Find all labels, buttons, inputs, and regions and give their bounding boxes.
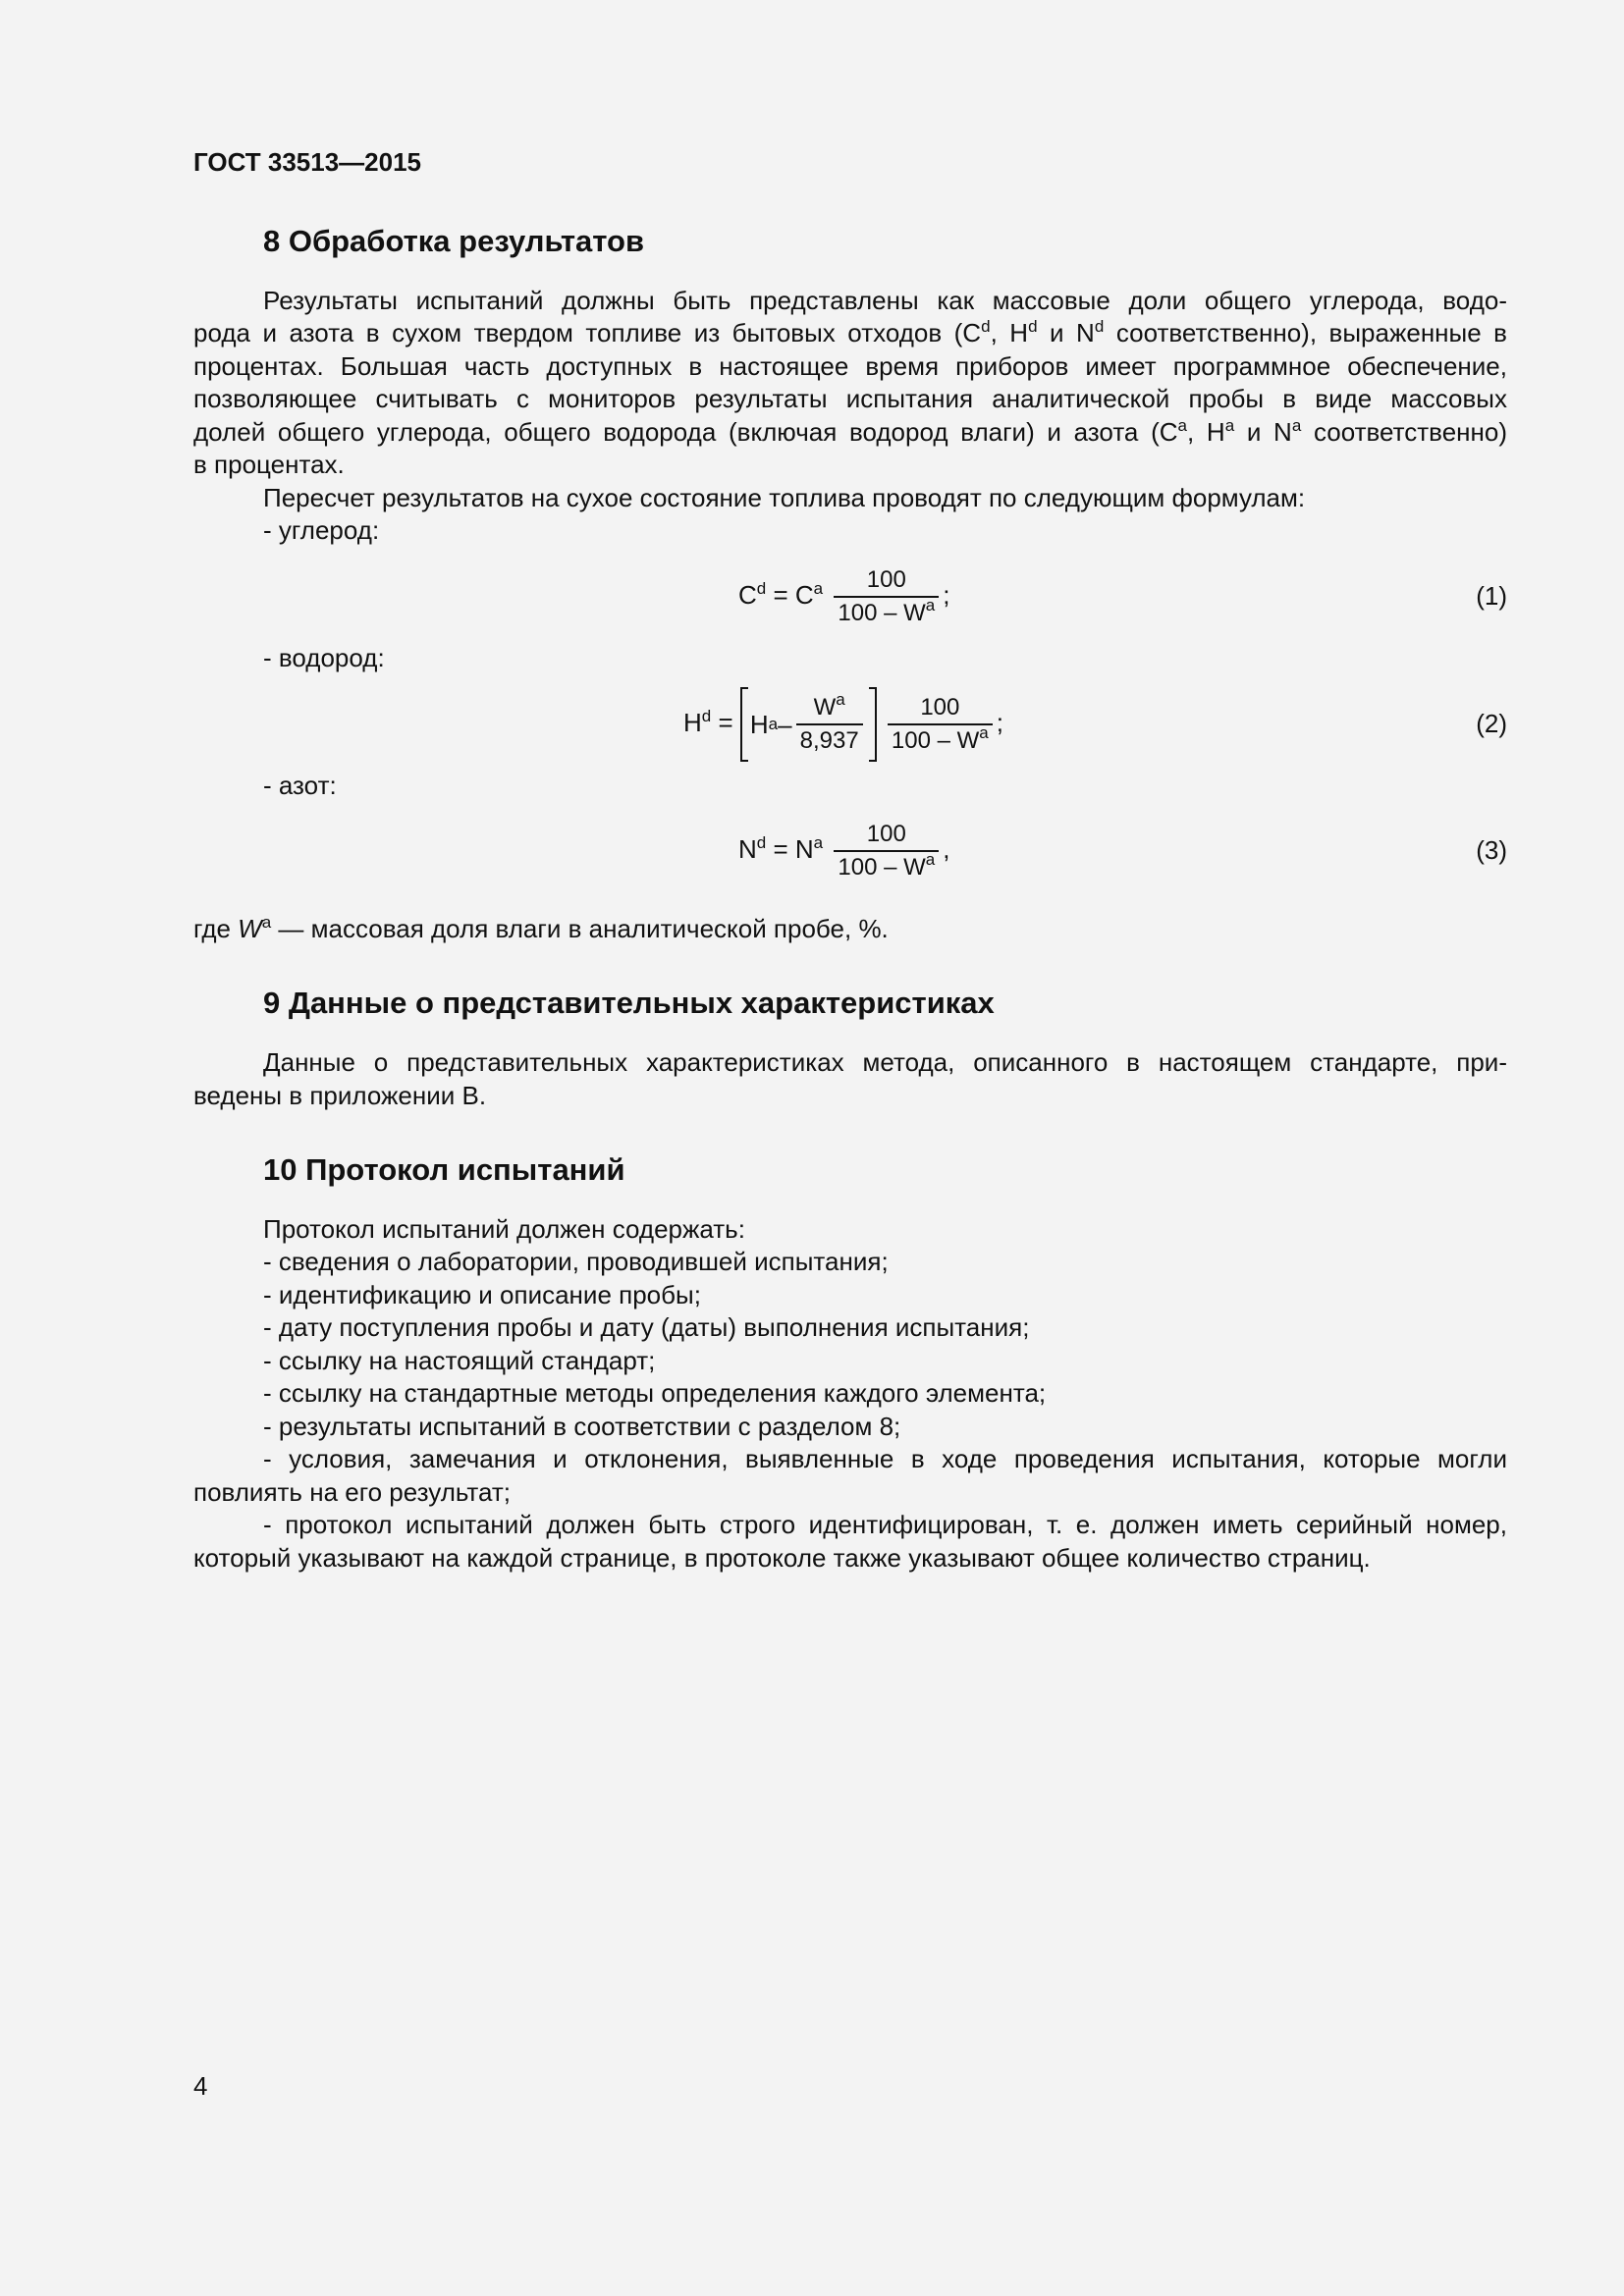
- formula-1-number: (1): [1476, 581, 1507, 611]
- item-nitrogen: - азот:: [263, 771, 337, 800]
- section-9-line1: Данные о представительных характеристиках метода, описанного в настоящем стандарте, при-: [263, 1047, 1507, 1077]
- formula-1: $C^d = C^a$ $\frac{100}{100 - W^a}$ ;: [738, 566, 950, 626]
- item-hydrogen: - водород:: [263, 643, 385, 672]
- list-item: - результаты испытаний в соответствии с разделом 8;: [263, 1412, 901, 1441]
- para1-line3: процентах. Большая часть доступных в настоящее время приборов имеет программное обеспечение,: [193, 351, 1507, 381]
- list-item: - ссылку на настоящий стандарт;: [263, 1346, 656, 1375]
- list-item-7-line2: повлиять на его результат;: [193, 1477, 512, 1507]
- section-9-title: 9 Данные о представительных характеристиках: [263, 986, 995, 1020]
- section-10-title: 10 Протокол испытаний: [263, 1152, 625, 1187]
- formula-3-number: (3): [1476, 835, 1507, 865]
- list-item-7-line1: - условия, замечания и отклонения, выявленные в ходе проведения испытания, которые могли: [263, 1444, 1507, 1473]
- list-item-8-line2: который указывают на каждой странице, в протоколе также указывают общее количество страниц.: [193, 1543, 1371, 1573]
- section-8-title: 8 Обработка результатов: [263, 224, 645, 258]
- document-header: ГОСТ 33513—2015: [193, 147, 421, 177]
- list-item: - идентификацию и описание пробы;: [263, 1280, 701, 1309]
- formula-2: $H^d$ = H a – $\frac{W^a}{8,937}$ $\frac{100}{100 - W^a}$ ;: [683, 687, 1003, 762]
- para1-line5: долей общего углерода, общего водорода (включая водород влаги) и азота ($C^a$, $H^a$ и $N^a$ соответственно): [193, 416, 1507, 447]
- para1-line1: Результаты испытаний должны быть представлены как массовые доли общего углерода, водо-: [263, 286, 1507, 315]
- list-item: - сведения о лаборатории, проводившей испытания;: [263, 1247, 889, 1276]
- list-item: - дату поступления пробы и дату (даты) выполнения испытания;: [263, 1312, 1030, 1342]
- para1-line6: в процентах.: [193, 450, 345, 479]
- where-clause: где $W^a$ — массовая доля влаги в аналитической пробе, %.: [193, 913, 889, 943]
- formula-2-number: (2): [1476, 709, 1507, 738]
- section-9-line2: ведены в приложении В.: [193, 1081, 487, 1110]
- item-carbon: - углерод:: [263, 515, 380, 545]
- para2: Пересчет результатов на сухое состояние топлива проводят по следующим формулам:: [263, 483, 1306, 512]
- para1-line2: рода и азота в сухом твердом топливе из бытовых отходов ($C^d$, $H^d$ и $N^d$ соответственно), выраженные в: [193, 317, 1507, 347]
- protocol-intro: Протокол испытаний должен содержать:: [263, 1214, 745, 1244]
- formula-3: $N^d = N^a$ $\frac{100}{100 - W^a}$ ,: [738, 821, 950, 881]
- list-item: - ссылку на стандартные методы определения каждого элемента;: [263, 1378, 1047, 1408]
- list-item-8-line1: - протокол испытаний должен быть строго идентифицирован, т. е. должен иметь серийный номер,: [263, 1510, 1507, 1539]
- para1-line4: позволяющее считывать с мониторов результаты испытания аналитической пробы в виде массовых: [193, 384, 1507, 413]
- page-number: 4: [193, 2071, 208, 2101]
